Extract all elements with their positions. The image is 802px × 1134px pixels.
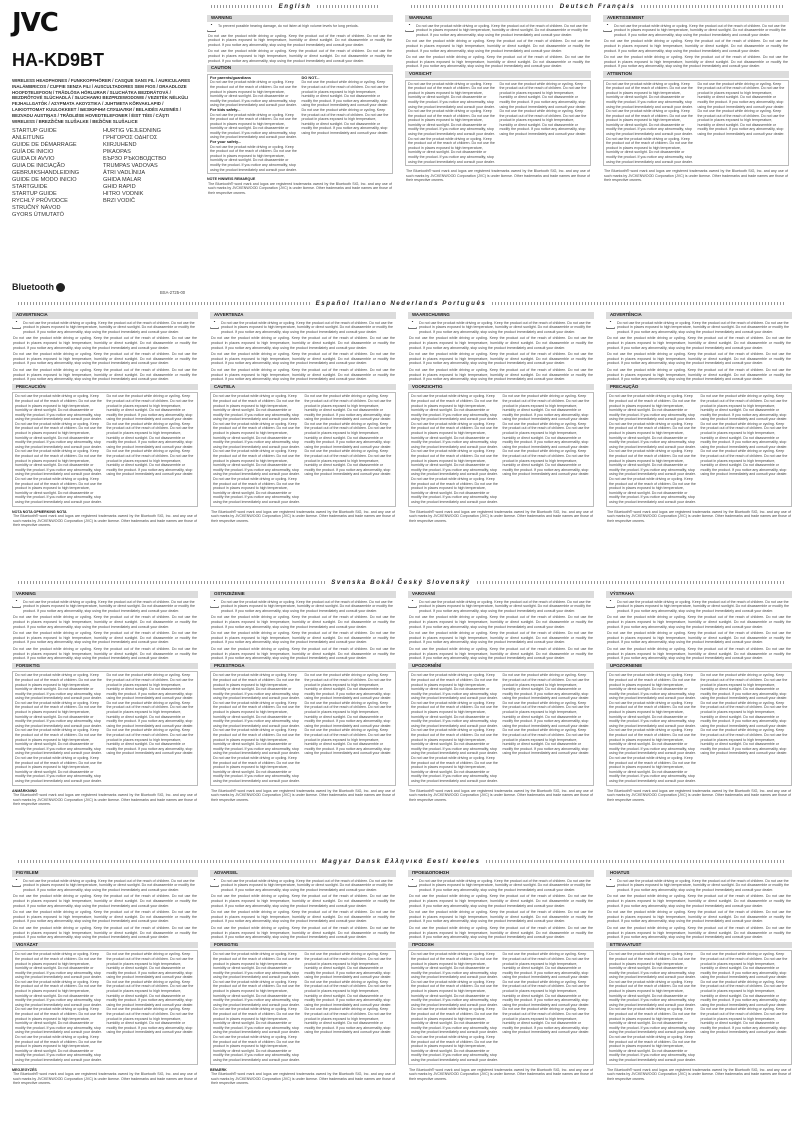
- warning-icon: [210, 879, 219, 887]
- warning-icon: [408, 321, 417, 329]
- product-names: WIRELESS HEADPHONES / FUNKKOPFHÖRER / CASQUE SANS FIL / AURICULARES INALÁMBRICOS / CUFFIE SENZA FILI / AUSCULTADORES SEM FIOS / DRAADLOZE HOOFDTELEFOON / TRÅDLÖSA HÖRLURAR / SLUCHÁTKA BEZDRÁTOVÁ / BEZDRÔTOVÉ SLÚCHADLÁ / SŁUCHAWKI BEZPRZEWODOWE / VEZETÉK NÉLKÜLI FEJHALLGATÓK / ΑΣΥΡΜΑΤΑ ΑΚΟΥΣΤΙΚΑ / JUHTMETA KÕRVAKLAPID / LAIKIOTTOMAT KUULOKKEET / БЕЗЖИЧНИ СЛУШАЛКИ / BELAIDĖS AUSINĖS / BEZVADU AUSTIŅAS / TRÅDLØSE HOVEDTELEFONER / ÉIST TÉIS / CĂŞTI WIRELESS / BREZŽIČNE SLUŠALKE / BEŽIČNE SLUŠALICE: [12, 78, 191, 124]
- guide-titles-right: HURTIG VEJLEDNING ΓΡΗΓΟΡΟΣ ΟΔΗΓΟΣ KIIRJUHEND PIKAOPAS БЪРЗО РЪКОВОДСТВО TRUMPAS VADOVAS ĀTRI VADLĪNIJA GHIDA MALAR GHID RAPID HITRO VODNIK BRZI VODIČ: [103, 128, 167, 204]
- col-eesti: HOIATUS Do not use the product while driving or cycling. Keep the product out of the reach of children. Do not use the product in places exposed to high temperature, humidity or direct sunlight. Do not disassemble or modify the product. If you notice any abnormality, stop using the product immediately and consult your dealer. Do not use the product while driving or cycling. Keep the product out of the reach of children. Do not use the product in places exposed to high temperature, humidity or direct sunlight. Do not disassemble or modify the product. If you notice any abnormality, stop using the product immediately and consult your dealer. Do not use the product while driving or cycling. Keep the product out of the reach of children. Do not use the product in places exposed to high temperature, humidity or direct sunlight. Do not disassemble or modify the product. If you notice any abnormality, stop using the product immediately and consult your dealer. Do not use the product while driving or cycling. Keep the product out of the reach of children. Do not use the product in places exposed to high temperature, humidity or direct sunlight. Do not disassemble or modify the product. If you notice any abnormality, stop using the product immediately and consult your dealer. ETTEVAATUST Do not use the product while driving or cycling. Keep the product out of the reach of children. Do not use the product in places exposed to high temperature, humidity or direct sunlight. Do not disassemble or modify the product. If you notice any abnormality, stop using the product immediately and consult your dealer. Do not use the product while driving or cycling. Keep the product out of the reach of children. Do not use the product in places exposed to high temperature, humidity or direct sunlight. Do not disassemble or modify the product. If you notice any abnormality, stop using the product immediately and consult your dealer. Do not use the product while driving or cycling. Keep the product out of the reach of children. Do not use the product in places exposed to high temperature, humidity or direct sunlight. Do not disassemble or modify the product. If you notice any abnormality, stop using the product immediately and consult your dealer. Do not use the product while driving or cycling. Keep the product out of the reach of children. Do not use the product in places exposed to high temperature, humidity or direct sunlight. Do not disassemble or modify the product. If you notice any abnormality, stop using the product immediately and consult your dealer. Do not use the product while driving or cycling. Keep the product out of the reach of children. Do not use the product in places exposed to high temperature, humidity or direct sunlight. Do not disassemble or modify the product. If you notice any abnormality, stop using the product immediately and consult your dealer. Do not use the product while driving or cycling. Keep the product out of the reach of children. Do not use the product in places exposed to high temperature, humidity or direct sunlight. Do not disassemble or modify the product. If you notice any abnormality, stop using the product immediately and consult your dealer. Do not use the product while driving or cycling. Keep the product out of the reach of children. Do not use the product in places exposed to high temperature, humidity or direct sunlight. Do not disassemble or modify the product. If you notice any abnormality, stop using the product immediately and consult your dealer. The Bluetooth® word mark and logos are registered trademarks owned by the Bluetooth SIG, Inc. and any use of such marks by JVCKENWOOD Corporation (JVC) is under license. Other trademarks and trade names are those of their respective owners.: [607, 870, 791, 1081]
- warning-icon: [606, 600, 615, 608]
- col-cesky: VAROVÁNÍ Do not use the product while driving or cycling. Keep the product out of the reach of children. Do not use the product in places exposed to high temperature, humidity or direct sunlight. Do not disassemble or modify the product. If you notice any abnormality, stop using the product immediately and consult your dealer. Do not use the product while driving or cycling. Keep the product out of the reach of children. Do not use the product in places exposed to high temperature, humidity or direct sunlight. Do not disassemble or modify the product. If you notice any abnormality, stop using the product immediately and consult your dealer. Do not use the product while driving or cycling. Keep the product out of the reach of children. Do not use the product in places exposed to high temperature, humidity or direct sunlight. Do not disassemble or modify the product. If you notice any abnormality, stop using the product immediately and consult your dealer. Do not use the product while driving or cycling. Keep the product out of the reach of children. Do not use the product in places exposed to high temperature, humidity or direct sunlight. Do not disassemble or modify the product. If you notice any abnormality, stop using the product immediately and consult your dealer. UPOZORNĚNÍ Do not use the product while driving or cycling. Keep the product out of the reach of children. Do not use the product in places exposed to high temperature, humidity or direct sunlight. Do not disassemble or modify the product. If you notice any abnormality, stop using the product immediately and consult your dealer. Do not use the product while driving or cycling. Keep the product out of the reach of children. Do not use the product in places exposed to high temperature, humidity or direct sunlight. Do not disassemble or modify the product. If you notice any abnormality, stop using the product immediately and consult your dealer. Do not use the product while driving or cycling. Keep the product out of the reach of children. Do not use the product in places exposed to high temperature, humidity or direct sunlight. Do not disassemble or modify the product. If you notice any abnormality, stop using the product immediately and consult your dealer. Do not use the product while driving or cycling. Keep the product out of the reach of children. Do not use the product in places exposed to high temperature, humidity or direct sunlight. Do not disassemble or modify the product. If you notice any abnormality, stop using the product immediately and consult your dealer. Do not use the product while driving or cycling. Keep the product out of the reach of children. Do not use the product in places exposed to high temperature, humidity or direct sunlight. Do not disassemble or modify the product. If you notice any abnormality, stop using the product immediately and consult your dealer. Do not use the product while driving or cycling. Keep the product out of the reach of children. Do not use the product in places exposed to high temperature, humidity or direct sunlight. Do not disassemble or modify the product. If you notice any abnormality, stop using the product immediately and consult your dealer. Do not use the product while driving or cycling. Keep the product out of the reach of children. Do not use the product in places exposed to high temperature, humidity or direct sunlight. Do not disassemble or modify the product. If you notice any abnormality, stop using the product immediately and consult your dealer. The Bluetooth® word mark and logos are registered trademarks owned by the Bluetooth SIG, Inc. and any use of such marks by JVCKENWOOD Corporation (JVC) is under license. Other trademarks and trade names are those of their respective owners.: [409, 591, 593, 802]
- col-slovensky: VÝSTRAHA Do not use the product while driving or cycling. Keep the product out of the reach of children. Do not use the product in places exposed to high temperature, humidity or direct sunlight. Do not disassemble or modify the product. If you notice any abnormality, stop using the product immediately and consult your dealer. Do not use the product while driving or cycling. Keep the product out of the reach of children. Do not use the product in places exposed to high temperature, humidity or direct sunlight. Do not disassemble or modify the product. If you notice any abnormality, stop using the product immediately and consult your dealer. Do not use the product while driving or cycling. Keep the product out of the reach of children. Do not use the product in places exposed to high temperature, humidity or direct sunlight. Do not disassemble or modify the product. If you notice any abnormality, stop using the product immediately and consult your dealer. Do not use the product while driving or cycling. Keep the product out of the reach of children. Do not use the product in places exposed to high temperature, humidity or direct sunlight. Do not disassemble or modify the product. If you notice any abnormality, stop using the product immediately and consult your dealer. UPOZORNENIE Do not use the product while driving or cycling. Keep the product out of the reach of children. Do not use the product in places exposed to high temperature, humidity or direct sunlight. Do not disassemble or modify the product. If you notice any abnormality, stop using the product immediately and consult your dealer. Do not use the product while driving or cycling. Keep the product out of the reach of children. Do not use the product in places exposed to high temperature, humidity or direct sunlight. Do not disassemble or modify the product. If you notice any abnormality, stop using the product immediately and consult your dealer. Do not use the product while driving or cycling. Keep the product out of the reach of children. Do not use the product in places exposed to high temperature, humidity or direct sunlight. Do not disassemble or modify the product. If you notice any abnormality, stop using the product immediately and consult your dealer. Do not use the product while driving or cycling. Keep the product out of the reach of children. Do not use the product in places exposed to high temperature, humidity or direct sunlight. Do not disassemble or modify the product. If you notice any abnormality, stop using the product immediately and consult your dealer. Do not use the product while driving or cycling. Keep the product out of the reach of children. Do not use the product in places exposed to high temperature, humidity or direct sunlight. Do not disassemble or modify the product. If you notice any abnormality, stop using the product immediately and consult your dealer. Do not use the product while driving or cycling. Keep the product out of the reach of children. Do not use the product in places exposed to high temperature, humidity or direct sunlight. Do not disassemble or modify the product. If you notice any abnormality, stop using the product immediately and consult your dealer. Do not use the product while driving or cycling. Keep the product out of the reach of children. Do not use the product in places exposed to high temperature, humidity or direct sunlight. Do not disassemble or modify the product. If you notice any abnormality, stop using the product immediately and consult your dealer. The Bluetooth® word mark and logos are registered trademarks owned by the Bluetooth SIG, Inc. and any use of such marks by JVCKENWOOD Corporation (JVC) is under license. Other trademarks and trade names are those of their respective owners.: [607, 591, 791, 802]
- bluetooth-icon: [56, 283, 65, 292]
- document-code: BSA-2725-00: [160, 290, 186, 295]
- band-es-it-nl-pt: Español Italiano Nederlands Português: [12, 298, 790, 308]
- bluetooth-logo: Bluetooth: [12, 282, 65, 292]
- warning-icon: [603, 24, 612, 32]
- col-deutsch: WARNUNG Do not use the product while driving or cycling. Keep the product out of the reach of children. Do not use the product in places exposed to high temperature, humidity or direct sunlight. Do not disassemble or modify the product. If you notice any abnormality, stop using the product immediately and consult your dealer. Do not use the product while driving or cycling. Keep the product out of the reach of children. Do not use the product in places exposed to high temperature, humidity or direct sunlight. Do not disassemble or modify the product. If you notice any abnormality, stop using the product immediately and consult your dealer. Do not use the product while driving or cycling. Keep the product out of the reach of children. Do not use the product in places exposed to high temperature, humidity or direct sunlight. Do not disassemble or modify the product. If you notice any abnormality, stop using the product immediately and consult your dealer. VORSICHT Do not use the product while driving or cycling. Keep the product out of the reach of children. Do not use the product in places exposed to high temperature, humidity or direct sunlight. Do not disassemble or modify the product. If you notice any abnormality, stop using the product immediately and consult your dealer. Do not use the product while driving or cycling. Keep the product out of the reach of children. Do not use the product in places exposed to high temperature, humidity or direct sunlight. Do not disassemble or modify the product. If you notice any abnormality, stop using the product immediately and consult your dealer. Do not use the product while driving or cycling. Keep the product out of the reach of children. Do not use the product in places exposed to high temperature, humidity or direct sunlight. Do not disassemble or modify the product. If you notice any abnormality, stop using the product immediately and consult your dealer. Do not use the product while driving or cycling. Keep the product out of the reach of children. Do not use the product in places exposed to high temperature, humidity or direct sunlight. Do not disassemble or modify the product. If you notice any abnormality, stop using the product immediately and consult your dealer. Do not use the product while driving or cycling. Keep the product out of the reach of children. Do not use the product in places exposed to high temperature, humidity or direct sunlight. Do not disassemble or modify the product. If you notice any abnormality, stop using the product immediately and consult your dealer. The Bluetooth® word mark and logos are registered trademarks owned by the Bluetooth SIG, Inc. and any use of such marks by JVCKENWOOD Corporation (JVC) is under license. Other trademarks and trade names are those of their respective owners.: [406, 15, 590, 183]
- col-ellinika: ΠΡΟΕΙΔΟΠΟΙΗΣΗ Do not use the product while driving or cycling. Keep the product out of the reach of children. Do not use the product in places exposed to high temperature, humidity or direct sunlight. Do not disassemble or modify the product. If you notice any abnormality, stop using the product immediately and consult your dealer. Do not use the product while driving or cycling. Keep the product out of the reach of children. Do not use the product in places exposed to high temperature, humidity or direct sunlight. Do not disassemble or modify the product. If you notice any abnormality, stop using the product immediately and consult your dealer. Do not use the product while driving or cycling. Keep the product out of the reach of children. Do not use the product in places exposed to high temperature, humidity or direct sunlight. Do not disassemble or modify the product. If you notice any abnormality, stop using the product immediately and consult your dealer. Do not use the product while driving or cycling. Keep the product out of the reach of children. Do not use the product in places exposed to high temperature, humidity or direct sunlight. Do not disassemble or modify the product. If you notice any abnormality, stop using the product immediately and consult your dealer. ΠΡΟΣΟΧΗ Do not use the product while driving or cycling. Keep the product out of the reach of children. Do not use the product in places exposed to high temperature, humidity or direct sunlight. Do not disassemble or modify the product. If you notice any abnormality, stop using the product immediately and consult your dealer. Do not use the product while driving or cycling. Keep the product out of the reach of children. Do not use the product in places exposed to high temperature, humidity or direct sunlight. Do not disassemble or modify the product. If you notice any abnormality, stop using the product immediately and consult your dealer. Do not use the product while driving or cycling. Keep the product out of the reach of children. Do not use the product in places exposed to high temperature, humidity or direct sunlight. Do not disassemble or modify the product. If you notice any abnormality, stop using the product immediately and consult your dealer. Do not use the product while driving or cycling. Keep the product out of the reach of children. Do not use the product in places exposed to high temperature, humidity or direct sunlight. Do not disassemble or modify the product. If you notice any abnormality, stop using the product immediately and consult your dealer. Do not use the product while driving or cycling. Keep the product out of the reach of children. Do not use the product in places exposed to high temperature, humidity or direct sunlight. Do not disassemble or modify the product. If you notice any abnormality, stop using the product immediately and consult your dealer. Do not use the product while driving or cycling. Keep the product out of the reach of children. Do not use the product in places exposed to high temperature, humidity or direct sunlight. Do not disassemble or modify the product. If you notice any abnormality, stop using the product immediately and consult your dealer. Do not use the product while driving or cycling. Keep the product out of the reach of children. Do not use the product in places exposed to high temperature, humidity or direct sunlight. Do not disassemble or modify the product. If you notice any abnormality, stop using the product immediately and consult your dealer. The Bluetooth® word mark and logos are registered trademarks owned by the Bluetooth SIG, Inc. and any use of such marks by JVCKENWOOD Corporation (JVC) is under license. Other trademarks and trade names are those of their respective owners.: [409, 870, 593, 1081]
- band-hu-da-el-et: Magyar Dansk Ελληνικά Eesti keeles: [12, 856, 790, 866]
- col-svenska: VARNING Do not use the product while driving or cycling. Keep the product out of the reach of children. Do not use the product in places exposed to high temperature, humidity or direct sunlight. Do not disassemble or modify the product. If you notice any abnormality, stop using the product immediately and consult your dealer. Do not use the product while driving or cycling. Keep the product out of the reach of children. Do not use the product in places exposed to high temperature, humidity or direct sunlight. Do not disassemble or modify the product. If you notice any abnormality, stop using the product immediately and consult your dealer. Do not use the product while driving or cycling. Keep the product out of the reach of children. Do not use the product in places exposed to high temperature, humidity or direct sunlight. Do not disassemble or modify the product. If you notice any abnormality, stop using the product immediately and consult your dealer. Do not use the product while driving or cycling. Keep the product out of the reach of children. Do not use the product in places exposed to high temperature, humidity or direct sunlight. Do not disassemble or modify the product. If you notice any abnormality, stop using the product immediately and consult your dealer. FORSIKTIG Do not use the product while driving or cycling. Keep the product out of the reach of children. Do not use the product in places exposed to high temperature, humidity or direct sunlight. Do not disassemble or modify the product. If you notice any abnormality, stop using the product immediately and consult your dealer. Do not use the product while driving or cycling. Keep the product out of the reach of children. Do not use the product in places exposed to high temperature, humidity or direct sunlight. Do not disassemble or modify the product. If you notice any abnormality, stop using the product immediately and consult your dealer. Do not use the product while driving or cycling. Keep the product out of the reach of children. Do not use the product in places exposed to high temperature, humidity or direct sunlight. Do not disassemble or modify the product. If you notice any abnormality, stop using the product immediately and consult your dealer. Do not use the product while driving or cycling. Keep the product out of the reach of children. Do not use the product in places exposed to high temperature, humidity or direct sunlight. Do not disassemble or modify the product. If you notice any abnormality, stop using the product immediately and consult your dealer. Do not use the product while driving or cycling. Keep the product out of the reach of children. Do not use the product in places exposed to high temperature, humidity or direct sunlight. Do not disassemble or modify the product. If you notice any abnormality, stop using the product immediately and consult your dealer. Do not use the product while driving or cycling. Keep the product out of the reach of children. Do not use the product in places exposed to high temperature, humidity or direct sunlight. Do not disassemble or modify the product. If you notice any abnormality, stop using the product immediately and consult your dealer. Do not use the product while driving or cycling. Keep the product out of the reach of children. Do not use the product in places exposed to high temperature, humidity or direct sunlight. Do not disassemble or modify the product. If you notice any abnormality, stop using the product immediately and consult your dealer. ANMÄRKNING The Bluetooth® word mark and logos are registered trademarks owned by the Bluetooth SIG, Inc. and any use of such marks by JVCKENWOOD Corporation (JVC) is under license. Other trademarks and trade names are those of their respective owners.: [12, 591, 197, 807]
- col-italiano: AVVERTENZA Do not use the product while driving or cycling. Keep the product out of the reach of children. Do not use the product in places exposed to high temperature, humidity or direct sunlight. Do not disassemble or modify the product. If you notice any abnormality, stop using the product immediately and consult your dealer. Do not use the product while driving or cycling. Keep the product out of the reach of children. Do not use the product in places exposed to high temperature, humidity or direct sunlight. Do not disassemble or modify the product. If you notice any abnormality, stop using the product immediately and consult your dealer. Do not use the product while driving or cycling. Keep the product out of the reach of children. Do not use the product in places exposed to high temperature, humidity or direct sunlight. Do not disassemble or modify the product. If you notice any abnormality, stop using the product immediately and consult your dealer. Do not use the product while driving or cycling. Keep the product out of the reach of children. Do not use the product in places exposed to high temperature, humidity or direct sunlight. Do not disassemble or modify the product. If you notice any abnormality, stop using the product immediately and consult your dealer. CAUTELA Do not use the product while driving or cycling. Keep the product out of the reach of children. Do not use the product in places exposed to high temperature, humidity or direct sunlight. Do not disassemble or modify the product. If you notice any abnormality, stop using the product immediately and consult your dealer. Do not use the product while driving or cycling. Keep the product out of the reach of children. Do not use the product in places exposed to high temperature, humidity or direct sunlight. Do not disassemble or modify the product. If you notice any abnormality, stop using the product immediately and consult your dealer. Do not use the product while driving or cycling. Keep the product out of the reach of children. Do not use the product in places exposed to high temperature, humidity or direct sunlight. Do not disassemble or modify the product. If you notice any abnormality, stop using the product immediately and consult your dealer. Do not use the product while driving or cycling. Keep the product out of the reach of children. Do not use the product in places exposed to high temperature, humidity or direct sunlight. Do not disassemble or modify the product. If you notice any abnormality, stop using the product immediately and consult your dealer. Do not use the product while driving or cycling. Keep the product out of the reach of children. Do not use the product in places exposed to high temperature, humidity or direct sunlight. Do not disassemble or modify the product. If you notice any abnormality, stop using the product immediately and consult your dealer. Do not use the product while driving or cycling. Keep the product out of the reach of children. Do not use the product in places exposed to high temperature, humidity or direct sunlight. Do not disassemble or modify the product. If you notice any abnormality, stop using the product immediately and consult your dealer. Do not use the product while driving or cycling. Keep the product out of the reach of children. Do not use the product in places exposed to high temperature, humidity or direct sunlight. Do not disassemble or modify the product. If you notice any abnormality, stop using the product immediately and consult your dealer. The Bluetooth® word mark and logos are registered trademarks owned by the Bluetooth SIG, Inc. and any use of such marks by JVCKENWOOD Corporation (JVC) is under license. Other trademarks and trade names are those of their respective owners.: [211, 312, 395, 523]
- model-number: HA-KD9BT: [12, 50, 104, 70]
- col-polski: OSTRZEŻENIE Do not use the product while driving or cycling. Keep the product out of the reach of children. Do not use the product in places exposed to high temperature, humidity or direct sunlight. Do not disassemble or modify the product. If you notice any abnormality, stop using the product immediately and consult your dealer. Do not use the product while driving or cycling. Keep the product out of the reach of children. Do not use the product in places exposed to high temperature, humidity or direct sunlight. Do not disassemble or modify the product. If you notice any abnormality, stop using the product immediately and consult your dealer. Do not use the product while driving or cycling. Keep the product out of the reach of children. Do not use the product in places exposed to high temperature, humidity or direct sunlight. Do not disassemble or modify the product. If you notice any abnormality, stop using the product immediately and consult your dealer. Do not use the product while driving or cycling. Keep the product out of the reach of children. Do not use the product in places exposed to high temperature, humidity or direct sunlight. Do not disassemble or modify the product. If you notice any abnormality, stop using the product immediately and consult your dealer. PRZESTROGA Do not use the product while driving or cycling. Keep the product out of the reach of children. Do not use the product in places exposed to high temperature, humidity or direct sunlight. Do not disassemble or modify the product. If you notice any abnormality, stop using the product immediately and consult your dealer. Do not use the product while driving or cycling. Keep the product out of the reach of children. Do not use the product in places exposed to high temperature, humidity or direct sunlight. Do not disassemble or modify the product. If you notice any abnormality, stop using the product immediately and consult your dealer. Do not use the product while driving or cycling. Keep the product out of the reach of children. Do not use the product in places exposed to high temperature, humidity or direct sunlight. Do not disassemble or modify the product. If you notice any abnormality, stop using the product immediately and consult your dealer. Do not use the product while driving or cycling. Keep the product out of the reach of children. Do not use the product in places exposed to high temperature, humidity or direct sunlight. Do not disassemble or modify the product. If you notice any abnormality, stop using the product immediately and consult your dealer. Do not use the product while driving or cycling. Keep the product out of the reach of children. Do not use the product in places exposed to high temperature, humidity or direct sunlight. Do not disassemble or modify the product. If you notice any abnormality, stop using the product immediately and consult your dealer. Do not use the product while driving or cycling. Keep the product out of the reach of children. Do not use the product in places exposed to high temperature, humidity or direct sunlight. Do not disassemble or modify the product. If you notice any abnormality, stop using the product immediately and consult your dealer. Do not use the product while driving or cycling. Keep the product out of the reach of children. Do not use the product in places exposed to high temperature, humidity or direct sunlight. Do not disassemble or modify the product. If you notice any abnormality, stop using the product immediately and consult your dealer. The Bluetooth® word mark and logos are registered trademarks owned by the Bluetooth SIG, Inc. and any use of such marks by JVCKENWOOD Corporation (JVC) is under license. Other trademarks and trade names are those of their respective owners.: [211, 591, 395, 802]
- warning-icon: [405, 24, 414, 32]
- col-portugues: ADVERTÊNCIA Do not use the product while driving or cycling. Keep the product out of the reach of children. Do not use the product in places exposed to high temperature, humidity or direct sunlight. Do not disassemble or modify the product. If you notice any abnormality, stop using the product immediately and consult your dealer. Do not use the product while driving or cycling. Keep the product out of the reach of children. Do not use the product in places exposed to high temperature, humidity or direct sunlight. Do not disassemble or modify the product. If you notice any abnormality, stop using the product immediately and consult your dealer. Do not use the product while driving or cycling. Keep the product out of the reach of children. Do not use the product in places exposed to high temperature, humidity or direct sunlight. Do not disassemble or modify the product. If you notice any abnormality, stop using the product immediately and consult your dealer. Do not use the product while driving or cycling. Keep the product out of the reach of children. Do not use the product in places exposed to high temperature, humidity or direct sunlight. Do not disassemble or modify the product. If you notice any abnormality, stop using the product immediately and consult your dealer. PRECAUÇÃO Do not use the product while driving or cycling. Keep the product out of the reach of children. Do not use the product in places exposed to high temperature, humidity or direct sunlight. Do not disassemble or modify the product. If you notice any abnormality, stop using the product immediately and consult your dealer. Do not use the product while driving or cycling. Keep the product out of the reach of children. Do not use the product in places exposed to high temperature, humidity or direct sunlight. Do not disassemble or modify the product. If you notice any abnormality, stop using the product immediately and consult your dealer. Do not use the product while driving or cycling. Keep the product out of the reach of children. Do not use the product in places exposed to high temperature, humidity or direct sunlight. Do not disassemble or modify the product. If you notice any abnormality, stop using the product immediately and consult your dealer. Do not use the product while driving or cycling. Keep the product out of the reach of children. Do not use the product in places exposed to high temperature, humidity or direct sunlight. Do not disassemble or modify the product. If you notice any abnormality, stop using the product immediately and consult your dealer. Do not use the product while driving or cycling. Keep the product out of the reach of children. Do not use the product in places exposed to high temperature, humidity or direct sunlight. Do not disassemble or modify the product. If you notice any abnormality, stop using the product immediately and consult your dealer. Do not use the product while driving or cycling. Keep the product out of the reach of children. Do not use the product in places exposed to high temperature, humidity or direct sunlight. Do not disassemble or modify the product. If you notice any abnormality, stop using the product immediately and consult your dealer. Do not use the product while driving or cycling. Keep the product out of the reach of children. Do not use the product in places exposed to high temperature, humidity or direct sunlight. Do not disassemble or modify the product. If you notice any abnormality, stop using the product immediately and consult your dealer. The Bluetooth® word mark and logos are registered trademarks owned by the Bluetooth SIG, Inc. and any use of such marks by JVCKENWOOD Corporation (JVC) is under license. Other trademarks and trade names are those of their respective owners.: [607, 312, 791, 523]
- warning-icon: [408, 879, 417, 887]
- warning-icon: [12, 321, 21, 329]
- warning-icon: [12, 879, 21, 887]
- warning-icon: [210, 321, 219, 329]
- band-sv-pl-cs-sk: Svenska Bokål Český Slovenský: [12, 577, 790, 587]
- band-de-fr: Deutsch Français: [405, 1, 790, 11]
- col-english: WARNING To prevent possible hearing damage, do not listen at high volume levels for long periods. Do not use the product while driving or cycling. Keep the product out of the reach of children. Do not use the product in places exposed to high temperature, humidity or direct sunlight. Do not disassemble or modify the product. If you notice any abnormality, stop using the product immediately and consult your dealer. Do not use the product while driving or cycling. Keep the product out of the reach of children. Do not use the product in places exposed to high temperature, humidity or direct sunlight. Do not disassemble or modify the product. If you notice any abnormality, stop using the product immediately and consult your dealer. CAUTION For parents/guardians Do not use the product while driving or cycling. Keep the product out of the reach of children. Do not use the product in places exposed to high temperature, humidity or direct sunlight. Do not disassemble or modify the product. If you notice any abnormality, stop using the product immediately and consult your dealer. For kids safety... Do not use the product while driving or cycling. Keep the product out of the reach of children. Do not use the product in places exposed to high temperature, humidity or direct sunlight. Do not disassemble or modify the product. If you notice any abnormality, stop using the product immediately and consult your dealer. For your safety... Do not use the product while driving or cycling. Keep the product out of the reach of children. Do not use the product in places exposed to high temperature, humidity or direct sunlight. Do not disassemble or modify the product. If you notice any abnormality, stop using the product immediately and consult your dealer. DO NOT... Do not use the product while driving or cycling. Keep the product out of the reach of children. Do not use the product in places exposed to high temperature, humidity or direct sunlight. Do not disassemble or modify the product. If you notice any abnormality, stop using the product immediately and consult your dealer. Do not use the product while driving or cycling. Keep the product out of the reach of children. Do not use the product in places exposed to high temperature, humidity or direct sunlight. Do not disassemble or modify the product. If you notice any abnormality, stop using the product immediately and consult your dealer. NOTE HINWEIS REMARQUE The Bluetooth® word mark and logos are registered trademarks owned by the Bluetooth SIG, Inc. and any use of such marks by JVCKENWOOD Corporation (JVC) is under license. Other trademarks and trade names are those of their respective owners.: [207, 15, 392, 195]
- warning-icon: [606, 879, 615, 887]
- warning-icon: [606, 321, 615, 329]
- col-magyar: FIGYELEM Do not use the product while driving or cycling. Keep the product out of the reach of children. Do not use the product in places exposed to high temperature, humidity or direct sunlight. Do not disassemble or modify the product. If you notice any abnormality, stop using the product immediately and consult your dealer. Do not use the product while driving or cycling. Keep the product out of the reach of children. Do not use the product in places exposed to high temperature, humidity or direct sunlight. Do not disassemble or modify the product. If you notice any abnormality, stop using the product immediately and consult your dealer. Do not use the product while driving or cycling. Keep the product out of the reach of children. Do not use the product in places exposed to high temperature, humidity or direct sunlight. Do not disassemble or modify the product. If you notice any abnormality, stop using the product immediately and consult your dealer. Do not use the product while driving or cycling. Keep the product out of the reach of children. Do not use the product in places exposed to high temperature, humidity or direct sunlight. Do not disassemble or modify the product. If you notice any abnormality, stop using the product immediately and consult your dealer. VIGYÁZAT Do not use the product while driving or cycling. Keep the product out of the reach of children. Do not use the product in places exposed to high temperature, humidity or direct sunlight. Do not disassemble or modify the product. If you notice any abnormality, stop using the product immediately and consult your dealer. Do not use the product while driving or cycling. Keep the product out of the reach of children. Do not use the product in places exposed to high temperature, humidity or direct sunlight. Do not disassemble or modify the product. If you notice any abnormality, stop using the product immediately and consult your dealer. Do not use the product while driving or cycling. Keep the product out of the reach of children. Do not use the product in places exposed to high temperature, humidity or direct sunlight. Do not disassemble or modify the product. If you notice any abnormality, stop using the product immediately and consult your dealer. Do not use the product while driving or cycling. Keep the product out of the reach of children. Do not use the product in places exposed to high temperature, humidity or direct sunlight. Do not disassemble or modify the product. If you notice any abnormality, stop using the product immediately and consult your dealer. Do not use the product while driving or cycling. Keep the product out of the reach of children. Do not use the product in places exposed to high temperature, humidity or direct sunlight. Do not disassemble or modify the product. If you notice any abnormality, stop using the product immediately and consult your dealer. Do not use the product while driving or cycling. Keep the product out of the reach of children. Do not use the product in places exposed to high temperature, humidity or direct sunlight. Do not disassemble or modify the product. If you notice any abnormality, stop using the product immediately and consult your dealer. Do not use the product while driving or cycling. Keep the product out of the reach of children. Do not use the product in places exposed to high temperature, humidity or direct sunlight. Do not disassemble or modify the product. If you notice any abnormality, stop using the product immediately and consult your dealer. MEGJEGYZÉS The Bluetooth® word mark and logos are registered trademarks owned by the Bluetooth SIG, Inc. and any use of such marks by JVCKENWOOD Corporation (JVC) is under license. Other trademarks and trade names are those of their respective owners.: [12, 870, 197, 1086]
- col-francais: AVERTISSEMENT Do not use the product while driving or cycling. Keep the product out of the reach of children. Do not use the product in places exposed to high temperature, humidity or direct sunlight. Do not disassemble or modify the product. If you notice any abnormality, stop using the product immediately and consult your dealer. Do not use the product while driving or cycling. Keep the product out of the reach of children. Do not use the product in places exposed to high temperature, humidity or direct sunlight. Do not disassemble or modify the product. If you notice any abnormality, stop using the product immediately and consult your dealer. Do not use the product while driving or cycling. Keep the product out of the reach of children. Do not use the product in places exposed to high temperature, humidity or direct sunlight. Do not disassemble or modify the product. If you notice any abnormality, stop using the product immediately and consult your dealer. ATTENTION Do not use the product while driving or cycling. Keep the product out of the reach of children. Do not use the product in places exposed to high temperature, humidity or direct sunlight. Do not disassemble or modify the product. If you notice any abnormality, stop using the product immediately and consult your dealer. Do not use the product while driving or cycling. Keep the product out of the reach of children. Do not use the product in places exposed to high temperature, humidity or direct sunlight. Do not disassemble or modify the product. If you notice any abnormality, stop using the product immediately and consult your dealer. Do not use the product while driving or cycling. Keep the product out of the reach of children. Do not use the product in places exposed to high temperature, humidity or direct sunlight. Do not disassemble or modify the product. If you notice any abnormality, stop using the product immediately and consult your dealer. Do not use the product while driving or cycling. Keep the product out of the reach of children. Do not use the product in places exposed to high temperature, humidity or direct sunlight. Do not disassemble or modify the product. If you notice any abnormality, stop using the product immediately and consult your dealer. Do not use the product while driving or cycling. Keep the product out of the reach of children. Do not use the product in places exposed to high temperature, humidity or direct sunlight. Do not disassemble or modify the product. If you notice any abnormality, stop using the product immediately and consult your dealer. The Bluetooth® word mark and logos are registered trademarks owned by the Bluetooth SIG, Inc. and any use of such marks by JVCKENWOOD Corporation (JVC) is under license. Other trademarks and trade names are those of their respective owners.: [604, 15, 788, 183]
- col-dansk: ADVARSEL Do not use the product while driving or cycling. Keep the product out of the reach of children. Do not use the product in places exposed to high temperature, humidity or direct sunlight. Do not disassemble or modify the product. If you notice any abnormality, stop using the product immediately and consult your dealer. Do not use the product while driving or cycling. Keep the product out of the reach of children. Do not use the product in places exposed to high temperature, humidity or direct sunlight. Do not disassemble or modify the product. If you notice any abnormality, stop using the product immediately and consult your dealer. Do not use the product while driving or cycling. Keep the product out of the reach of children. Do not use the product in places exposed to high temperature, humidity or direct sunlight. Do not disassemble or modify the product. If you notice any abnormality, stop using the product immediately and consult your dealer. Do not use the product while driving or cycling. Keep the product out of the reach of children. Do not use the product in places exposed to high temperature, humidity or direct sunlight. Do not disassemble or modify the product. If you notice any abnormality, stop using the product immediately and consult your dealer. FORSIGTIG Do not use the product while driving or cycling. Keep the product out of the reach of children. Do not use the product in places exposed to high temperature, humidity or direct sunlight. Do not disassemble or modify the product. If you notice any abnormality, stop using the product immediately and consult your dealer. Do not use the product while driving or cycling. Keep the product out of the reach of children. Do not use the product in places exposed to high temperature, humidity or direct sunlight. Do not disassemble or modify the product. If you notice any abnormality, stop using the product immediately and consult your dealer. Do not use the product while driving or cycling. Keep the product out of the reach of children. Do not use the product in places exposed to high temperature, humidity or direct sunlight. Do not disassemble or modify the product. If you notice any abnormality, stop using the product immediately and consult your dealer. Do not use the product while driving or cycling. Keep the product out of the reach of children. Do not use the product in places exposed to high temperature, humidity or direct sunlight. Do not disassemble or modify the product. If you notice any abnormality, stop using the product immediately and consult your dealer. Do not use the product while driving or cycling. Keep the product out of the reach of children. Do not use the product in places exposed to high temperature, humidity or direct sunlight. Do not disassemble or modify the product. If you notice any abnormality, stop using the product immediately and consult your dealer. Do not use the product while driving or cycling. Keep the product out of the reach of children. Do not use the product in places exposed to high temperature, humidity or direct sunlight. Do not disassemble or modify the product. If you notice any abnormality, stop using the product immediately and consult your dealer. Do not use the product while driving or cycling. Keep the product out of the reach of children. Do not use the product in places exposed to high temperature, humidity or direct sunlight. Do not disassemble or modify the product. If you notice any abnormality, stop using the product immediately and consult your dealer. BEMÆRK The Bluetooth® word mark and logos are registered trademarks owned by the Bluetooth SIG, Inc. and any use of such marks by JVCKENWOOD Corporation (JVC) is under license. Other trademarks and trade names are those of their respective owners.: [210, 870, 395, 1086]
- warning-icon: [408, 600, 417, 608]
- warning-icon: [210, 600, 219, 608]
- warning-icon: [12, 600, 21, 608]
- col-espanol: ADVERTENCIA Do not use the product while driving or cycling. Keep the product out of the reach of children. Do not use the product in places exposed to high temperature, humidity or direct sunlight. Do not disassemble or modify the product. If you notice any abnormality, stop using the product immediately and consult your dealer. Do not use the product while driving or cycling. Keep the product out of the reach of children. Do not use the product in places exposed to high temperature, humidity or direct sunlight. Do not disassemble or modify the product. If you notice any abnormality, stop using the product immediately and consult your dealer. Do not use the product while driving or cycling. Keep the product out of the reach of children. Do not use the product in places exposed to high temperature, humidity or direct sunlight. Do not disassemble or modify the product. If you notice any abnormality, stop using the product immediately and consult your dealer. Do not use the product while driving or cycling. Keep the product out of the reach of children. Do not use the product in places exposed to high temperature, humidity or direct sunlight. Do not disassemble or modify the product. If you notice any abnormality, stop using the product immediately and consult your dealer. PRECAUCIÓN Do not use the product while driving or cycling. Keep the product out of the reach of children. Do not use the product in places exposed to high temperature, humidity or direct sunlight. Do not disassemble or modify the product. If you notice any abnormality, stop using the product immediately and consult your dealer. Do not use the product while driving or cycling. Keep the product out of the reach of children. Do not use the product in places exposed to high temperature, humidity or direct sunlight. Do not disassemble or modify the product. If you notice any abnormality, stop using the product immediately and consult your dealer. Do not use the product while driving or cycling. Keep the product out of the reach of children. Do not use the product in places exposed to high temperature, humidity or direct sunlight. Do not disassemble or modify the product. If you notice any abnormality, stop using the product immediately and consult your dealer. Do not use the product while driving or cycling. Keep the product out of the reach of children. Do not use the product in places exposed to high temperature, humidity or direct sunlight. Do not disassemble or modify the product. If you notice any abnormality, stop using the product immediately and consult your dealer. Do not use the product while driving or cycling. Keep the product out of the reach of children. Do not use the product in places exposed to high temperature, humidity or direct sunlight. Do not disassemble or modify the product. If you notice any abnormality, stop using the product immediately and consult your dealer. Do not use the product while driving or cycling. Keep the product out of the reach of children. Do not use the product in places exposed to high temperature, humidity or direct sunlight. Do not disassemble or modify the product. If you notice any abnormality, stop using the product immediately and consult your dealer. Do not use the product while driving or cycling. Keep the product out of the reach of children. Do not use the product in places exposed to high temperature, humidity or direct sunlight. Do not disassemble or modify the product. If you notice any abnormality, stop using the product immediately and consult your dealer. NOTA NOTA OPMERKING NOTA The Bluetooth® word mark and logos are registered trademarks owned by the Bluetooth SIG, Inc. and any use of such marks by JVCKENWOOD Corporation (JVC) is under license. Other trademarks and trade names are those of their respective owners.: [12, 312, 197, 528]
- warning-icon: [207, 24, 216, 32]
- guide-titles-left: STARTUP GUIDE ANLEITUNG GUIDE DE DÉMARRAGE GUÍA DE INICIO GUIDA DI AVVIO GUIA DE INICIAÇÃO GEBRUIKSHANDLEIDING GUIDE DE MODO INICIO STARTGUIDE STARTUP GUIDE RYCHLÝ PRŮVODCE STRUČNÝ NÁVOD GYORS ÚTMUTATÓ: [12, 128, 80, 218]
- brand-logo: JVC: [12, 8, 58, 38]
- band-english: English: [205, 1, 385, 11]
- col-nederlands: WAARSCHUWING Do not use the product while driving or cycling. Keep the product out of the reach of children. Do not use the product in places exposed to high temperature, humidity or direct sunlight. Do not disassemble or modify the product. If you notice any abnormality, stop using the product immediately and consult your dealer. Do not use the product while driving or cycling. Keep the product out of the reach of children. Do not use the product in places exposed to high temperature, humidity or direct sunlight. Do not disassemble or modify the product. If you notice any abnormality, stop using the product immediately and consult your dealer. Do not use the product while driving or cycling. Keep the product out of the reach of children. Do not use the product in places exposed to high temperature, humidity or direct sunlight. Do not disassemble or modify the product. If you notice any abnormality, stop using the product immediately and consult your dealer. Do not use the product while driving or cycling. Keep the product out of the reach of children. Do not use the product in places exposed to high temperature, humidity or direct sunlight. Do not disassemble or modify the product. If you notice any abnormality, stop using the product immediately and consult your dealer. VOORZICHTIG Do not use the product while driving or cycling. Keep the product out of the reach of children. Do not use the product in places exposed to high temperature, humidity or direct sunlight. Do not disassemble or modify the product. If you notice any abnormality, stop using the product immediately and consult your dealer. Do not use the product while driving or cycling. Keep the product out of the reach of children. Do not use the product in places exposed to high temperature, humidity or direct sunlight. Do not disassemble or modify the product. If you notice any abnormality, stop using the product immediately and consult your dealer. Do not use the product while driving or cycling. Keep the product out of the reach of children. Do not use the product in places exposed to high temperature, humidity or direct sunlight. Do not disassemble or modify the product. If you notice any abnormality, stop using the product immediately and consult your dealer. Do not use the product while driving or cycling. Keep the product out of the reach of children. Do not use the product in places exposed to high temperature, humidity or direct sunlight. Do not disassemble or modify the product. If you notice any abnormality, stop using the product immediately and consult your dealer. Do not use the product while driving or cycling. Keep the product out of the reach of children. Do not use the product in places exposed to high temperature, humidity or direct sunlight. Do not disassemble or modify the product. If you notice any abnormality, stop using the product immediately and consult your dealer. Do not use the product while driving or cycling. Keep the product out of the reach of children. Do not use the product in places exposed to high temperature, humidity or direct sunlight. Do not disassemble or modify the product. If you notice any abnormality, stop using the product immediately and consult your dealer. Do not use the product while driving or cycling. Keep the product out of the reach of children. Do not use the product in places exposed to high temperature, humidity or direct sunlight. Do not disassemble or modify the product. If you notice any abnormality, stop using the product immediately and consult your dealer. The Bluetooth® word mark and logos are registered trademarks owned by the Bluetooth SIG, Inc. and any use of such marks by JVCKENWOOD Corporation (JVC) is under license. Other trademarks and trade names are those of their respective owners.: [409, 312, 593, 523]
